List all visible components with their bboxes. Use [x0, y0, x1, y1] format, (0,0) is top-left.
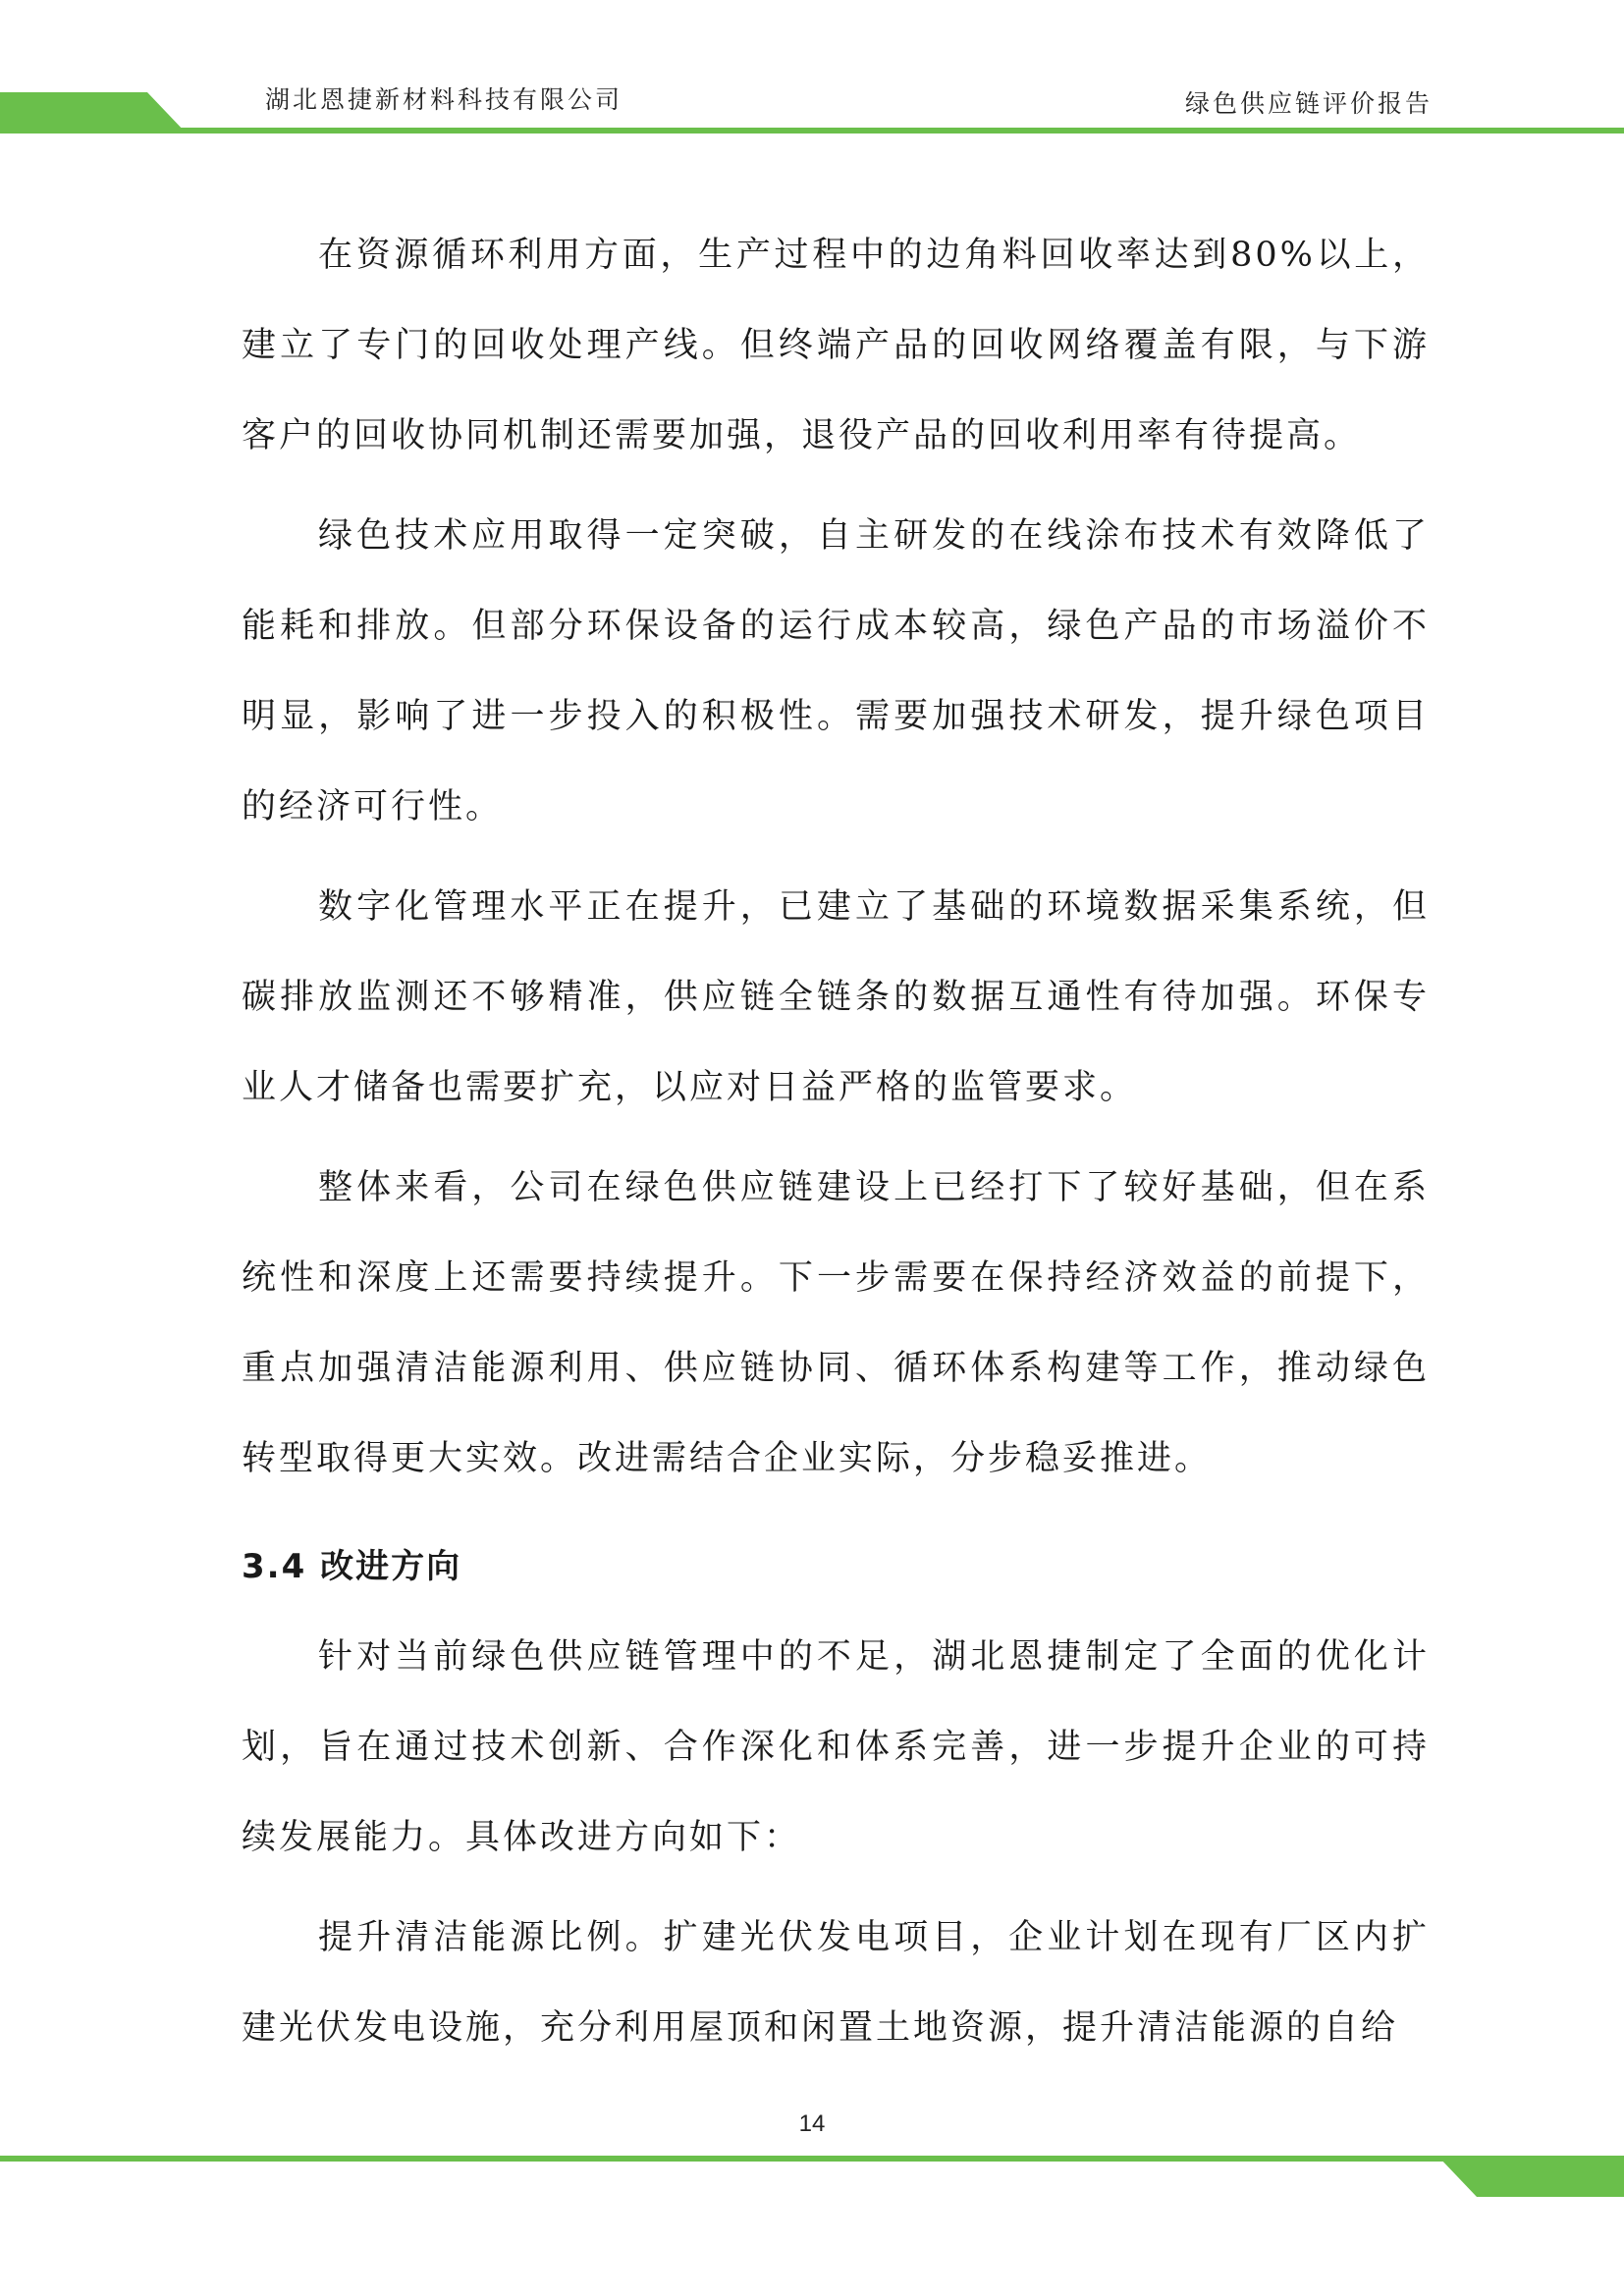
document-body — [242, 210, 1430, 2073]
paragraph-resource-recycling: 在资源循环利用方面，生产过程中的边角料回收率达到80%以上，建立了专门的回收处理产线。但终端产品的回收网络覆盖有限，与下游客户的回收协同机制还需要加强，退役产品的回收利用率有待提高。 — [242, 236, 1430, 455]
paragraph-digital-management: 数字化管理水平正在提升，已建立了基础的环境数据采集系统，但碳排放监测还不够精准，供应链全链条的数据互通性有待加强。环保专业人才储备也需要扩充，以应对日益严格的监管要求。 — [242, 887, 1430, 1107]
header-company-name: 湖北恩捷新材料科技有限公司 — [265, 85, 623, 114]
header-report-title: 绿色供应链评价报告 — [1184, 89, 1433, 118]
paragraph-clean-energy: 提升清洁能源比例。扩建光伏发电项目，企业计划在现有厂区内扩建光伏发电设施，充分利用屋顶和闲置土地资源，提升清洁能源的自给 — [242, 1918, 1430, 2048]
page-header — [0, 0, 1624, 147]
paragraph-improvement-intro: 针对当前绿色供应链管理中的不足，湖北恩捷制定了全面的优化计划，旨在通过技术创新、合作深化和体系完善，进一步提升企业的可持续发展能力。具体改进方向如下： — [242, 1637, 1430, 1857]
paragraph-green-technology: 绿色技术应用取得一定突破，自主研发的在线涂布技术有效降低了能耗和排放。但部分环保设备的运行成本较高，绿色产品的市场溢价不明显，影响了进一步投入的积极性。需要加强技术研发，提升绿色项目的经济可行性。 — [242, 516, 1430, 827]
page-number: 14 — [798, 2110, 826, 2137]
header-rule — [0, 128, 1624, 133]
paragraph-overall-assessment: 整体来看，公司在绿色供应链建设上已经打下了较好基础，但在系统性和深度上还需要持续提升。下一步需要在保持经济效益的前提下，重点加强清洁能源利用、供应链协同、循环体系构建等工作，推动绿色转型取得更大实效。改进需结合企业实际，分步稳妥推进。 — [242, 1168, 1430, 1478]
footer-rule — [0, 2156, 1624, 2162]
footer-green-tab — [1437, 2156, 1624, 2197]
section-heading: 3.4 改进方向 — [242, 1547, 462, 1586]
